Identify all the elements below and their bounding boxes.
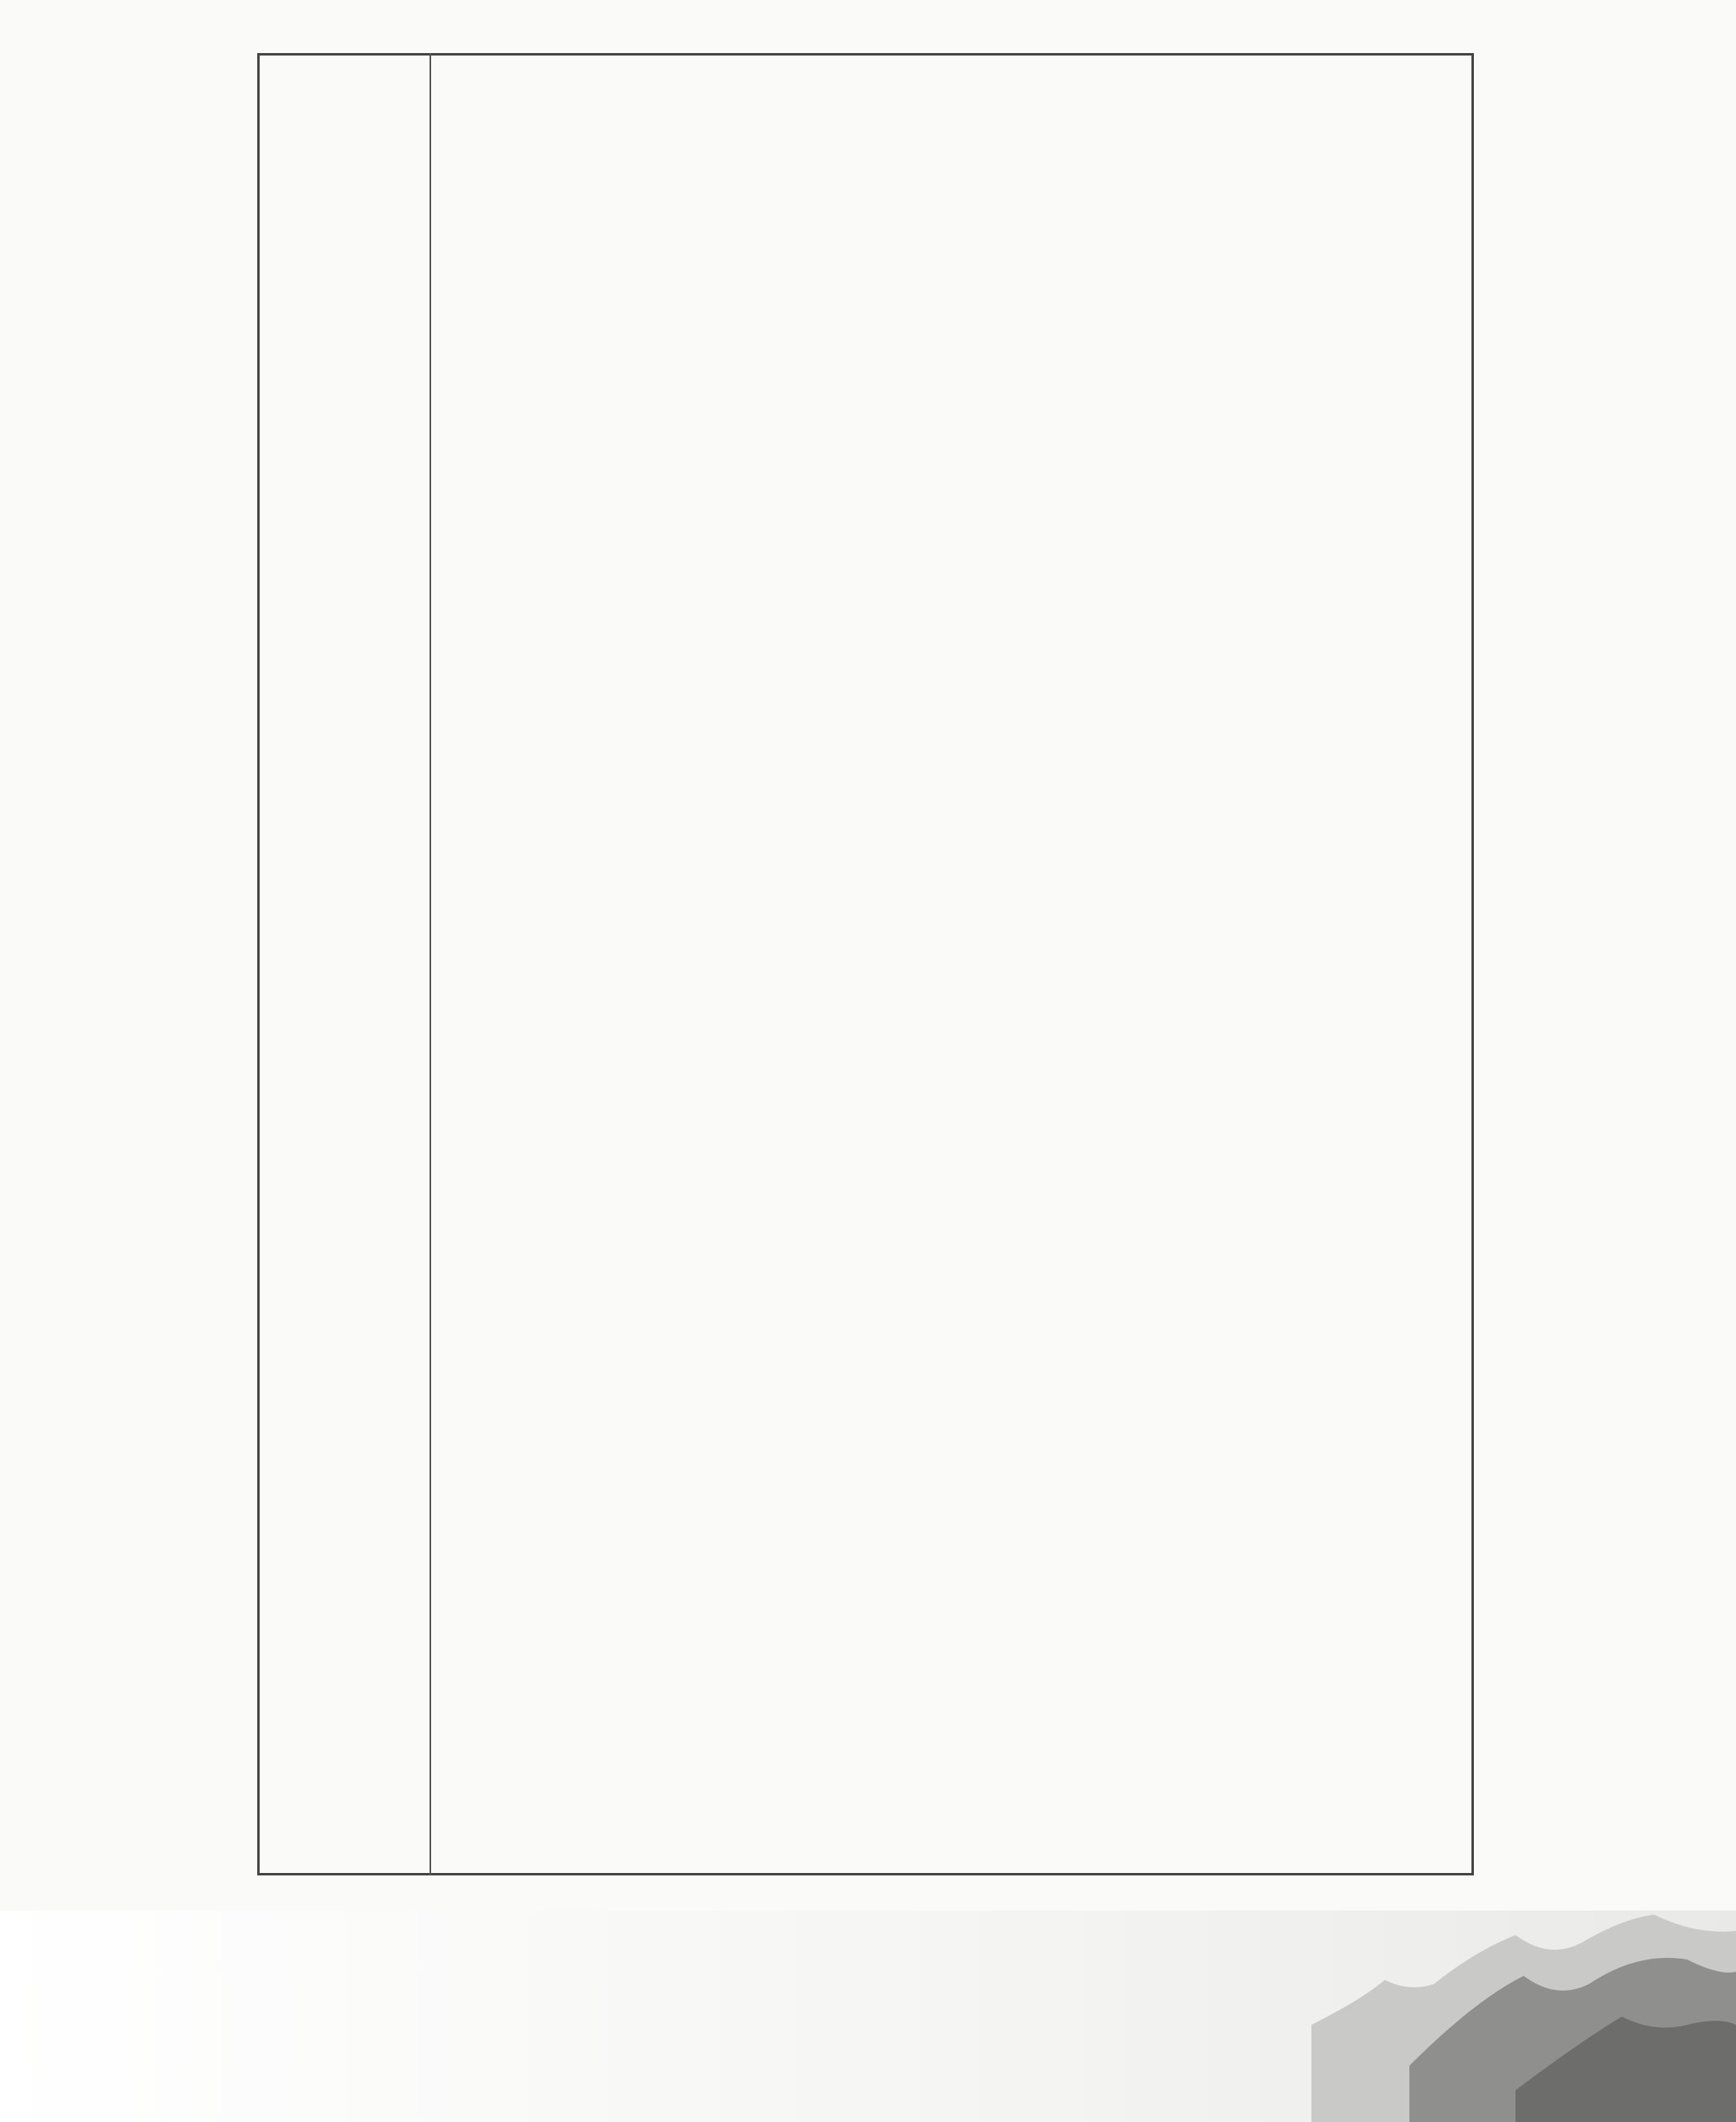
inscription-column <box>257 53 431 1875</box>
mountain-landscape-decoration <box>1311 1902 1736 2122</box>
grid-frame <box>257 53 1474 1875</box>
